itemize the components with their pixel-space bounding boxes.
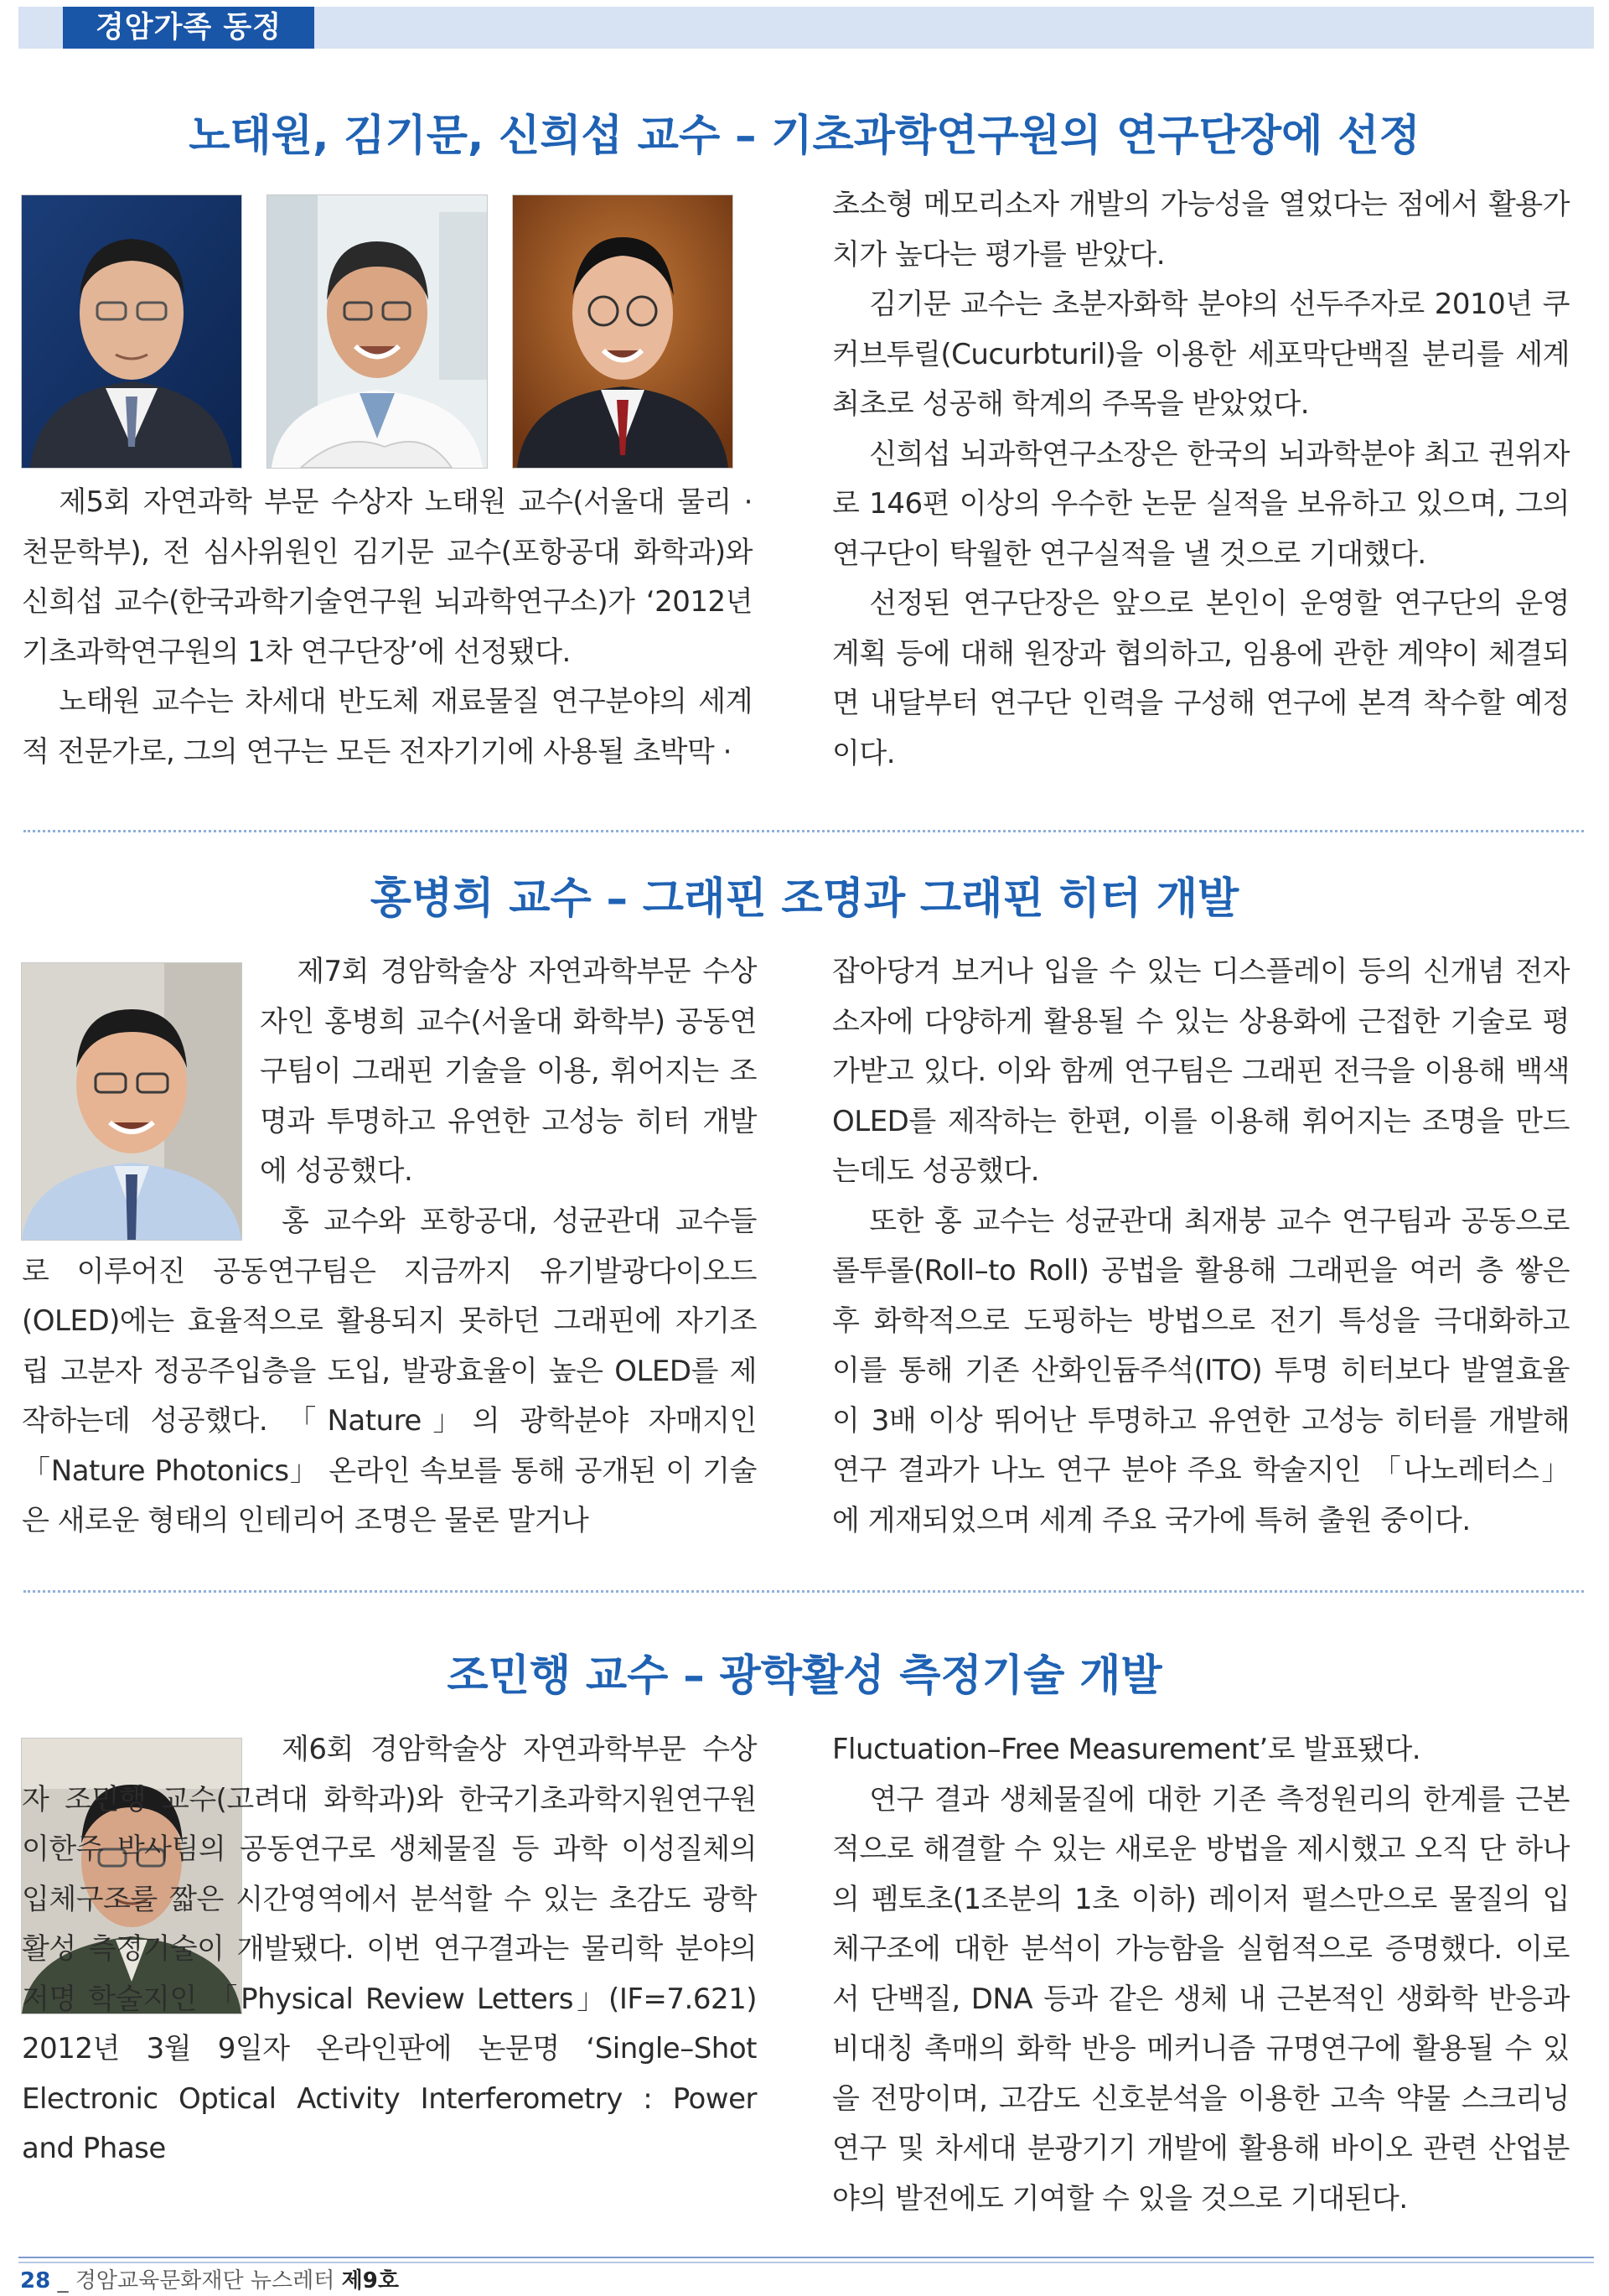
article2-left-paragraph: 제7회 경암학술상 자연과학부문 수상자인 홍병희 교수(서울대 화학부) 공동연구팀이 그래핀 기술을 이용, 휘어지는 조명과 투명하고 유연한 고성능 히터 개발에 성공했다. xyxy=(260,955,757,1188)
publication-name: 경암교육문화재단 뉴스레터 xyxy=(75,2268,342,2293)
article1-right-paragraph: 신희섭 뇌과학연구소장은 한국의 뇌과학분야 최고 권위자로 146편 이상의 우수한 논문 실적을 보유하고 있으며, 그의 연구단이 탁월한 연구실적을 낼 것으로 기대했다. xyxy=(832,437,1570,571)
article2-right-paragraph: 잡아당겨 보거나 입을 수 있는 디스플레이 등의 신개념 전자소자에 다양하게 활용될 수 있는 상용화에 근접한 기술로 평가받고 있다. 이와 함께 연구팀은 그래핀 전극을 이용해 백색 OLED를 제작하는 한편, 이를 이용해 휘어지는 조명을 만드는데도 성공했다. xyxy=(832,955,1570,1188)
article1-left-paragraph: 노태원 교수는 차세대 반도체 재료물질 연구분야의 세계적 전문가로, 그의 연구는 모든 전자기기에 사용될 초박막 · xyxy=(22,685,753,769)
section-divider xyxy=(23,830,1584,832)
page-number: 28 xyxy=(20,2268,51,2293)
portrait-shin-heesup xyxy=(512,194,733,469)
article2-left-column-top xyxy=(260,947,757,1197)
article3-left-paragraph: 제6회 경암학술상 자연과학부문 수상자 조민행 교수(고려대 화학과)와 한국기초과학지원연구원 이한주 박사팀의 공동연구로 생체물질 등 과학 이성질체의 입체구조를 짧은 시간영역에서 분석할 수 있는 초감도 광학활성 측정기술이 개발됐다. 이번 연구결과는 물리학 분야의 저명 학술지인 「Physical Review Letters」(IF=7.621) 2012년 3월 9일자 온라인판에 논문명 ‘Single–Shot Electronic Optical Activity Interferometry : Power and Phase xyxy=(22,1733,757,2165)
portrait-kim-kimoon xyxy=(266,194,488,469)
article3-right-paragraph: 연구 결과 생체물질에 대한 기존 측정원리의 한계를 근본적으로 해결할 수 있는 새로운 방법을 제시했고 오직 단 하나의 펨토초(1조분의 1초 이하) 레이저 펄스만으로 물질의 입체구조에 대한 분석이 가능함을 실험적으로 증명했다. 이로서 단백질, DNA 등과 같은 생체 내 근본적인 생화학 반응과 비대칭 촉매의 화학 반응 메커니즘 규명연구에 활용될 수 있을 전망이며, 고감도 신호분석을 이용한 고속 약물 스크리닝 연구 및 차세대 분광기기 개발에 활용해 바이오 관련 산업분야의 발전에도 기여할 수 있을 것으로 기대된다. xyxy=(832,1782,1570,2216)
footer-rule xyxy=(18,2262,1594,2263)
article3-left-column xyxy=(22,1725,757,2174)
issue-number: 제9호 xyxy=(341,2268,399,2293)
article1-left-paragraph: 제5회 자연과학 부문 수상자 노태원 교수(서울대 물리 · 천문학부), 전 심사위원인 김기문 교수(포항공대 화학과)와 신희섭 교수(한국과학기술연구원 뇌과학연구소)가 ‘2012년 기초과학연구원의 1차 연구단장’에 선정됐다. xyxy=(22,485,753,669)
article1-left-column xyxy=(22,478,753,777)
article2-title: 홍병희 교수 – 그래핀 조명과 그래핀 히터 개발 xyxy=(370,874,1239,924)
footer-separator: _ xyxy=(50,2268,75,2293)
article1-right-column xyxy=(832,180,1570,779)
article3-right-paragraph: Fluctuation–Free Measurement’로 발표됐다. xyxy=(832,1733,1421,1766)
article1-right-paragraph: 초소형 메모리소자 개발의 가능성을 열었다는 점에서 활용가치가 높다는 평가를 받았다. xyxy=(832,188,1570,272)
article1-title: 노태원, 김기문, 신희섭 교수 – 기초과학연구원의 연구단장에 선정 xyxy=(189,111,1420,161)
page-footer xyxy=(20,2266,399,2296)
article1-right-paragraph: 김기문 교수는 초분자화학 분야의 선두주자로 2010년 쿠커브투릴(Cucurbturil)을 이용한 세포막단백질 분리를 세계 최초로 성공해 학계의 주목을 받았었다. xyxy=(832,288,1570,421)
article2-left-paragraph: 홍 교수와 포항공대, 성균관대 교수들로 이루어진 공동연구팀은 지금까지 유기발광다이오드(OLED)에는 효율적으로 활용되지 못하던 그래핀에 자기조립 고분자 정공주입층을 도입, 발광효율이 높은 OLED를 제작하는데 성공했다. 「Nature」의 광학분야 자매지인 「Nature Photonics」 온라인 속보를 통해 공개된 이 기술은 새로운 형태의 인테리어 조명은 물론 말거나 xyxy=(22,1205,757,1537)
article3-right-column xyxy=(832,1725,1570,2224)
footer-rule xyxy=(18,2257,1594,2258)
article2-right-column xyxy=(832,947,1570,1546)
article1-right-paragraph: 선정된 연구단장은 앞으로 본인이 운영할 연구단의 운영계획 등에 대해 원장과 협의하고, 임용에 관한 계약이 체결되면 내달부터 연구단 인력을 구성해 연구에 본격 착수할 예정이다. xyxy=(832,587,1570,770)
article3-title: 조민행 교수 – 광학활성 측정기술 개발 xyxy=(447,1651,1162,1701)
article2-left-column-bottom xyxy=(22,1197,757,1547)
portrait-noh-taewon xyxy=(21,194,242,469)
section-divider xyxy=(23,1590,1584,1593)
article2-right-paragraph: 또한 홍 교수는 성균관대 최재붕 교수 연구팀과 공동으로 롤투롤(Roll–to Roll) 공법을 활용해 그래핀을 여러 층 쌓은 후 화학적으로 도핑하는 방법으로 전기 특성을 극대화하고 이를 통해 기존 산화인듐주석(ITO) 투명 히터보다 발열효율이 3배 이상 뛰어난 투명하고 유연한 고성능 히터를 개발해 연구 결과가 나노 연구 분야 주요 학술지인 「나노레터스」에 게재되었으며 세계 주요 국가에 특허 출원 중이다. xyxy=(832,1204,1570,1537)
section-label: 경암가족 동정 xyxy=(63,7,314,49)
